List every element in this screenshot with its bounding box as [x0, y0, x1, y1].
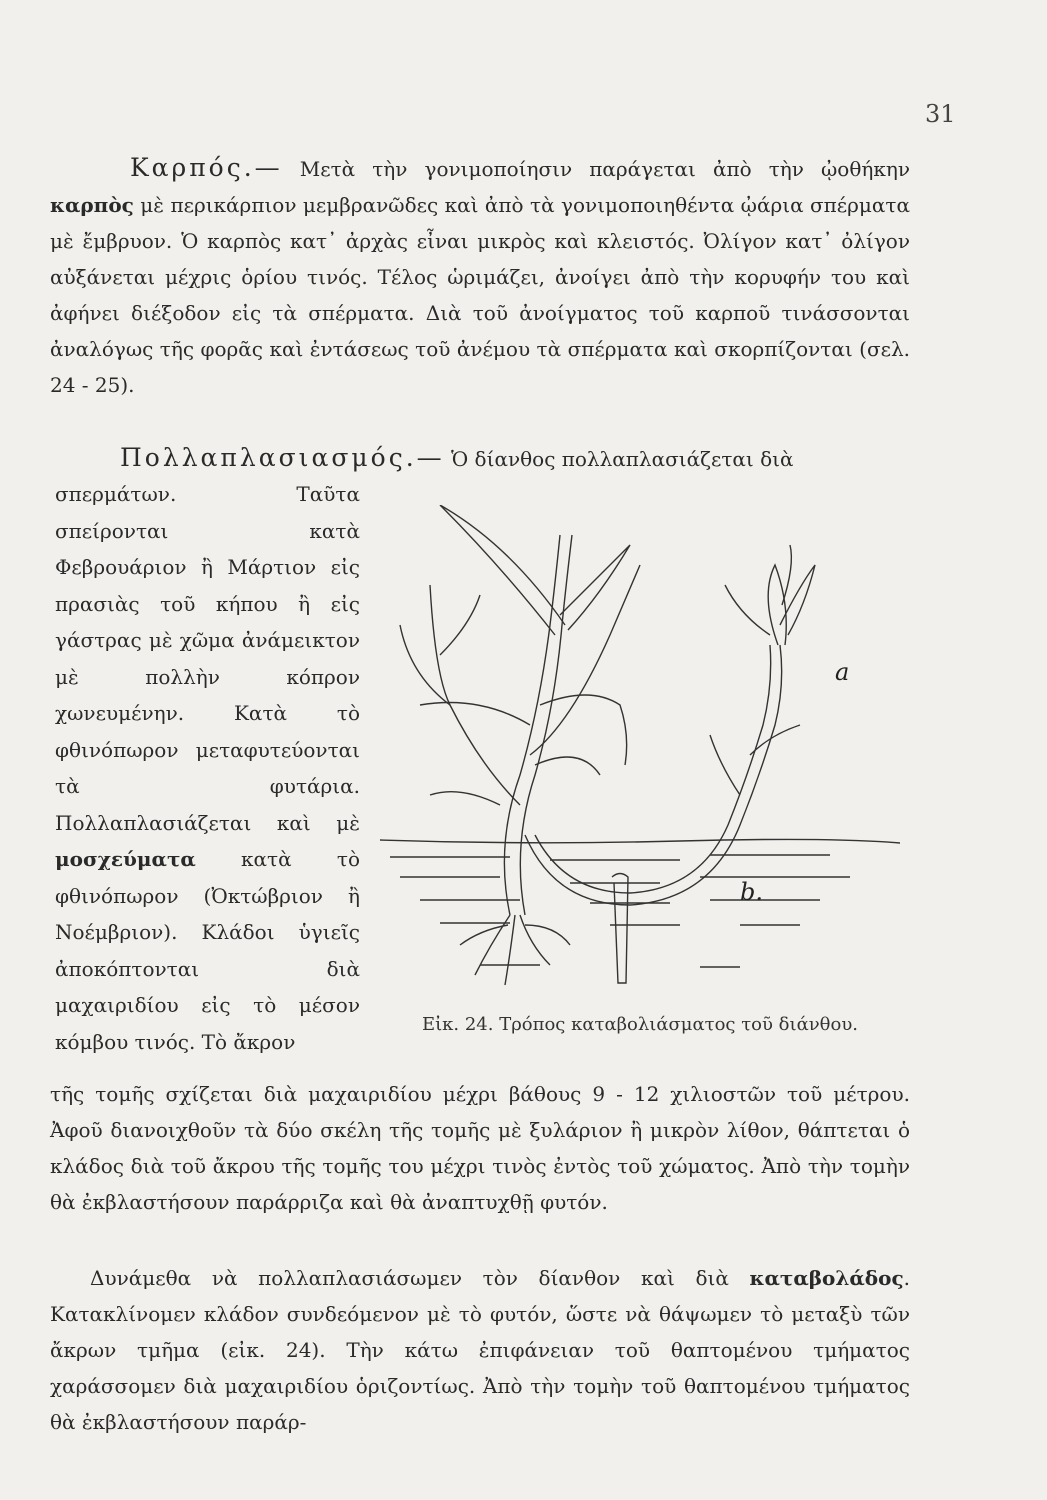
propagation-continuation: τῆς τομῆς σχίζεται διὰ μαχαιριδίου μέχρι βάθους 9 - 12 χιλιοστῶν τοῦ μέτρου. Ἀφοῦ διανοιχθοῦν τὰ δύο σκέλη τῆς τομῆς μὲ ξυλάριον ἢ μικρὸν λίθον, θάπτεται ὁ κλάδος διὰ τοῦ ἄκρου τῆς τομῆς του μέχρι τινὸς ἐντὸς τοῦ χώματος. Ἀπὸ τὴν τομὴν θὰ ἐκβλαστήσουν παράρριζα καὶ θὰ ἀναπτυχθῇ φυτόν.: [50, 1082, 910, 1214]
propagation-narrow-b: κατὰ τὸ φθινόπωρον (Ὀκτώβριον ἢ Νοέμβριον). Κλάδοι ὑγιεῖς ἀποκόπτονται διὰ μαχαιριδίου εἰς τὸ μέσον κόμβου τινός. Τὸ ἄκρον: [55, 847, 360, 1054]
propagation-heading: Πολλαπλασιασμός.—: [120, 443, 445, 472]
layering-paragraph: [50, 1260, 910, 1440]
fruit-heading: Καρπός.—: [130, 153, 283, 182]
layering-text-a: Δυνάμεθα νὰ πολλαπλασιάσωμεν τὸν δίανθον καὶ διὰ: [90, 1266, 750, 1290]
cuttings-bold-term: μοσχεύματα: [55, 847, 196, 871]
fruit-bold-term: καρπὸς: [50, 193, 134, 217]
carnation-layering-drawing: [380, 505, 900, 1010]
figure-label-b: b.: [740, 878, 763, 906]
page-number: 31: [925, 100, 956, 128]
propagation-narrow-a: σπερμάτων. Ταῦτα σπείρονται κατὰ Φεβρουάριον ἢ Μάρτιον εἰς πρασιὰς τοῦ κήπου ἢ εἰς γάστρας μὲ χῶμα ἀνάμεικτον μὲ πολλὴν κόπρον χωνευμένην. Κατὰ τὸ φθινόπωρον μεταφυτεύονται τὰ φυτάρια. Πολλαπλασιάζεται καὶ μὲ: [55, 482, 360, 835]
fruit-text-b: μὲ περικάρπιον μεμβρανῶδες καὶ ἀπὸ τὰ γονιμοποιηθέντα ᾠάρια σπέρματα μὲ ἔμβρυον. Ὁ καρπὸς κατ᾽ ἀρχὰς εἶναι μικρὸς καὶ κλειστός. Ὀλίγον κατ᾽ ὀλίγον αὐξάνεται μέχρις ὁρίου τινός. Τέλος ὡριμάζει, ἀνοίγει ἀπὸ τὴν κορυφήν του καὶ ἀφήνει διέξοδον εἰς τὰ σπέρματα. Διὰ τοῦ ἀνοίγματος τοῦ καρποῦ τινάσσονται ἀναλόγως τῆς φορᾶς καὶ ἐντάσεως τοῦ ἀνέμου τὰ σπέρματα καὶ σκορπίζονται (σελ. 24 - 25).: [50, 193, 910, 397]
layering-bold-term: καταβολάδος: [749, 1266, 904, 1290]
fruit-paragraph: [50, 150, 910, 403]
propagation-first-line: [50, 440, 910, 477]
figure-24-illustration: [380, 505, 900, 1010]
figure-label-a: a: [835, 658, 850, 686]
fruit-text-a: Μετὰ τὴν γονιμοποίησιν παράγεται ἀπὸ τὴν ᾠοθήκην: [282, 157, 910, 181]
propagation-narrow-column: [55, 476, 360, 1060]
layering-text-b: . Κατακλίνομεν κλάδον συνδεόμενον μὲ τὸ φυτόν, ὥστε νὰ θάψωμεν τὸ μεταξὺ τῶν ἄκρων τμῆμα (εἰκ. 24). Τὴν κάτω ἐπιφάνειαν τοῦ θαπτομένου τμήματος χαράσσομεν διὰ μαχαιριδίου ὁριζοντίως. Ἀπὸ τὴν τομὴν τοῦ θαπτομένου τμήματος θὰ ἐκβλαστήσουν παράρ-: [50, 1266, 910, 1434]
propagation-first-line-text: Ὁ δίανθος πολλαπλασιάζεται διὰ: [444, 447, 794, 471]
figure-caption: Εἰκ. 24. Τρόπος καταβολιάσματος τοῦ διάνθου.: [421, 1014, 859, 1035]
